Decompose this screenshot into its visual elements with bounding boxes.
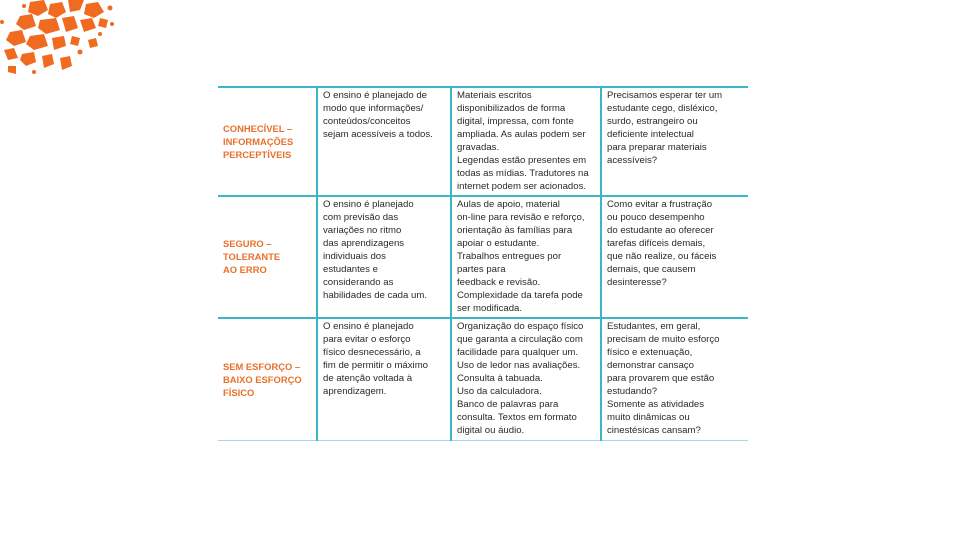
row-heading: SEGURO – TOLERANTE AO ERRO	[223, 238, 281, 275]
row-heading: SEM ESFORÇO – BAIXO ESFORÇO FÍSICO	[223, 360, 302, 398]
table-row	[218, 196, 748, 318]
table-cell-principle: O ensino é planejado para evitar o esforço físico desnecessário, a fim de permitir o máximo de atenção voltada à aprendizagem.	[317, 318, 451, 441]
table-cell-examples: Materiais escritos disponibilizados de forma digital, impressa, com fonte ampliada. As aulas podem ser gravadas. Legendas estão presentes em todas as mídias. Tradutores na internet podem ser acionados.	[451, 87, 601, 196]
row-heading: CONHECÍVEL – INFORMAÇÕES PERCEPTÍVEIS	[223, 122, 294, 160]
table-row	[218, 318, 748, 441]
table-row	[218, 87, 748, 196]
table-cell-principle: O ensino é planejado de modo que informações/ conteúdos/conceitos sejam acessíveis a todos.	[317, 87, 451, 196]
table-cell-question: Como evitar a frustração ou pouco desempenho do estudante ao oferecer tarefas difíceis demais, que não realize, ou fáceis demais, que causem desinteresse?	[601, 196, 748, 318]
table-cell-principle: O ensino é planejado com previsão das variações no ritmo das aprendizagens individuais dos estudantes e considerando as habilidades de cada um.	[317, 196, 451, 318]
table-cell-question: Estudantes, em geral, precisam de muito esforço físico e extenuação, demonstrar cansaço para provarem que estão estudando? Somente as atividades muito dinâmicas ou cinestésicas cansam?	[601, 318, 748, 441]
accessibility-principles-table	[218, 86, 748, 441]
orange-paint-splatter	[0, 0, 120, 80]
table-cell-examples: Organização do espaço físico que garanta a circulação com facilidade para qualquer um. Uso de ledor nas avaliações. Consulta à tabuada. Uso da calculadora. Banco de palavras para consulta. Textos em formato digital ou áudio.	[451, 318, 601, 441]
table-cell-question: Precisamos esperar ter um estudante cego, disléxico, surdo, estrangeiro ou deficiente intelectual para preparar materiais acessíveis?	[601, 87, 748, 196]
table-cell-examples: Aulas de apoio, material on-line para revisão e reforço, orientação às famílias para apoiar o estudante. Trabalhos entregues por partes para feedback e revisão. Complexidade da tarefa pode ser modificada.	[451, 196, 601, 318]
